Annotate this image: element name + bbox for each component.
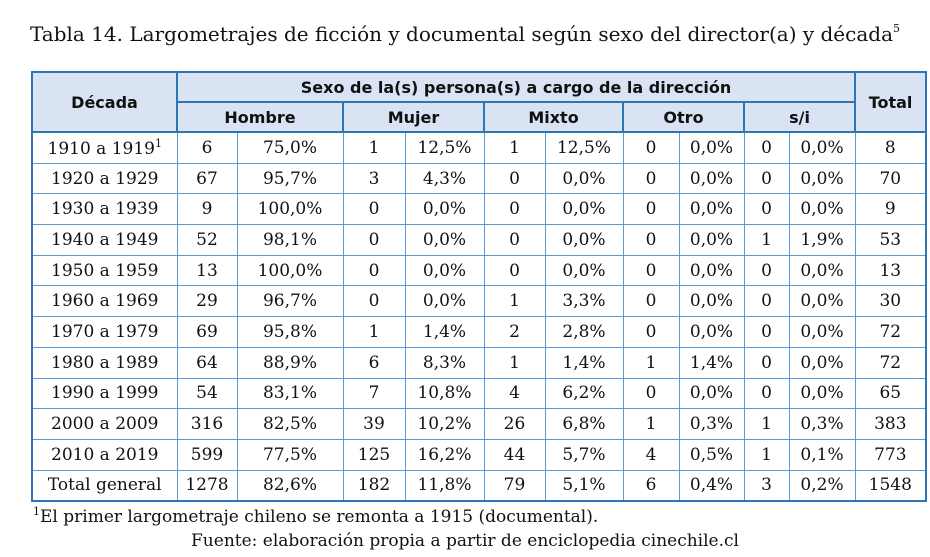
table-body (32, 132, 926, 501)
header-category: Mixto (484, 102, 623, 132)
data-table (31, 71, 927, 502)
percent-cell: 0,0% (679, 225, 744, 256)
count-cell: 4 (623, 439, 679, 470)
header-category: Mujer (343, 102, 484, 132)
table-title (0, 22, 930, 46)
total-cell: 773 (855, 439, 926, 470)
percent-cell: 1,4% (545, 347, 623, 378)
percent-cell: 77,5% (237, 439, 343, 470)
decade-label: 1960 a 1969 (51, 291, 159, 312)
table-row (32, 286, 926, 317)
count-cell: 3 (744, 470, 789, 501)
count-cell: 6 (177, 132, 237, 163)
percent-cell: 5,7% (545, 439, 623, 470)
percent-cell: 0,0% (789, 378, 855, 409)
header-row-group (32, 72, 926, 102)
count-cell: 1 (484, 286, 545, 317)
total-cell: 30 (855, 286, 926, 317)
footnote-text: El primer largometraje chileno se remonta a 1915 (documental). (40, 507, 599, 527)
percent-cell: 0,0% (405, 286, 484, 317)
decade-label: 2010 a 2019 (51, 444, 159, 465)
percent-cell: 98,1% (237, 225, 343, 256)
percent-cell: 11,8% (405, 470, 484, 501)
count-cell: 125 (343, 439, 405, 470)
decade-label: Total general (47, 475, 162, 496)
table-row (32, 378, 926, 409)
percent-cell: 6,8% (545, 409, 623, 440)
count-cell: 0 (484, 163, 545, 194)
percent-cell: 0,0% (405, 255, 484, 286)
count-cell: 0 (623, 132, 679, 163)
count-cell: 0 (343, 286, 405, 317)
count-cell: 4 (484, 378, 545, 409)
percent-cell: 0,0% (789, 286, 855, 317)
percent-cell: 0,0% (679, 317, 744, 348)
percent-cell: 5,1% (545, 470, 623, 501)
decade-cell (32, 163, 177, 194)
table-row (32, 317, 926, 348)
count-cell: 0 (744, 317, 789, 348)
count-cell: 9 (177, 194, 237, 225)
total-cell: 72 (855, 347, 926, 378)
percent-cell: 4,3% (405, 163, 484, 194)
total-cell: 1548 (855, 470, 926, 501)
decade-label: 2000 a 2009 (51, 414, 159, 435)
percent-cell: 0,0% (679, 132, 744, 163)
count-cell: 0 (623, 255, 679, 286)
percent-cell: 100,0% (237, 194, 343, 225)
count-cell: 0 (744, 163, 789, 194)
percent-cell: 0,4% (679, 470, 744, 501)
percent-cell: 0,1% (789, 439, 855, 470)
total-cell: 383 (855, 409, 926, 440)
table-row (32, 409, 926, 440)
percent-cell: 0,0% (679, 163, 744, 194)
count-cell: 64 (177, 347, 237, 378)
percent-cell: 0,0% (405, 225, 484, 256)
percent-cell: 88,9% (237, 347, 343, 378)
percent-cell: 6,2% (545, 378, 623, 409)
count-cell: 1 (484, 347, 545, 378)
count-cell: 3 (343, 163, 405, 194)
count-cell: 54 (177, 378, 237, 409)
decade-footnote-marker: 1 (154, 136, 162, 150)
count-cell: 0 (484, 225, 545, 256)
table-row (32, 470, 926, 501)
count-cell: 0 (744, 286, 789, 317)
percent-cell: 10,8% (405, 378, 484, 409)
percent-cell: 95,7% (237, 163, 343, 194)
percent-cell: 12,5% (405, 132, 484, 163)
count-cell: 6 (623, 470, 679, 501)
header-category: Otro (623, 102, 744, 132)
decade-cell (32, 378, 177, 409)
table-row (32, 439, 926, 470)
total-cell: 72 (855, 317, 926, 348)
percent-cell: 0,0% (789, 347, 855, 378)
percent-cell: 0,0% (789, 132, 855, 163)
count-cell: 0 (744, 378, 789, 409)
count-cell: 1 (744, 225, 789, 256)
count-cell: 26 (484, 409, 545, 440)
count-cell: 0 (484, 194, 545, 225)
header-decade: Década (32, 72, 177, 132)
count-cell: 79 (484, 470, 545, 501)
count-cell: 1 (623, 347, 679, 378)
header-group: Sexo de la(s) persona(s) a cargo de la dirección (177, 72, 855, 102)
count-cell: 44 (484, 439, 545, 470)
percent-cell: 0,0% (679, 255, 744, 286)
count-cell: 1278 (177, 470, 237, 501)
percent-cell: 75,0% (237, 132, 343, 163)
title-footnote-marker: 5 (893, 22, 900, 35)
source-line: Fuente: elaboración propia a partir de enciclopedia cinechile.cl (191, 531, 739, 551)
percent-cell: 100,0% (237, 255, 343, 286)
percent-cell: 0,5% (679, 439, 744, 470)
percent-cell: 0,0% (545, 194, 623, 225)
percent-cell: 83,1% (237, 378, 343, 409)
percent-cell: 95,8% (237, 317, 343, 348)
count-cell: 0 (343, 255, 405, 286)
header-category: Hombre (177, 102, 343, 132)
percent-cell: 0,0% (789, 194, 855, 225)
percent-cell: 0,0% (679, 194, 744, 225)
percent-cell: 0,0% (679, 378, 744, 409)
table-row (32, 347, 926, 378)
decade-label: 1940 a 1949 (51, 229, 159, 250)
count-cell: 1 (744, 439, 789, 470)
percent-cell: 96,7% (237, 286, 343, 317)
percent-cell: 8,3% (405, 347, 484, 378)
percent-cell: 12,5% (545, 132, 623, 163)
count-cell: 0 (744, 194, 789, 225)
table-row (32, 255, 926, 286)
count-cell: 599 (177, 439, 237, 470)
decade-label: 1990 a 1999 (51, 383, 159, 404)
count-cell: 0 (623, 225, 679, 256)
count-cell: 0 (484, 255, 545, 286)
total-cell: 53 (855, 225, 926, 256)
footnote (33, 505, 598, 527)
percent-cell: 0,3% (679, 409, 744, 440)
decade-cell (32, 194, 177, 225)
decade-label: 1910 a 1919 (47, 138, 155, 159)
count-cell: 0 (343, 225, 405, 256)
decade-cell (32, 470, 177, 501)
percent-cell: 0,0% (789, 163, 855, 194)
percent-cell: 82,5% (237, 409, 343, 440)
count-cell: 29 (177, 286, 237, 317)
percent-cell: 0,0% (789, 317, 855, 348)
count-cell: 6 (343, 347, 405, 378)
percent-cell: 2,8% (545, 317, 623, 348)
decade-label: 1950 a 1959 (51, 260, 159, 281)
percent-cell: 0,0% (405, 194, 484, 225)
table-row (32, 194, 926, 225)
count-cell: 0 (623, 286, 679, 317)
percent-cell: 16,2% (405, 439, 484, 470)
percent-cell: 0,2% (789, 470, 855, 501)
count-cell: 39 (343, 409, 405, 440)
decade-cell (32, 317, 177, 348)
count-cell: 69 (177, 317, 237, 348)
count-cell: 52 (177, 225, 237, 256)
count-cell: 0 (623, 194, 679, 225)
decade-label: 1970 a 1979 (51, 321, 159, 342)
count-cell: 316 (177, 409, 237, 440)
table-row (32, 163, 926, 194)
percent-cell: 0,0% (545, 163, 623, 194)
count-cell: 13 (177, 255, 237, 286)
count-cell: 0 (623, 163, 679, 194)
total-cell: 65 (855, 378, 926, 409)
count-cell: 0 (343, 194, 405, 225)
percent-cell: 1,9% (789, 225, 855, 256)
table-title-text: Tabla 14. Largometrajes de ficción y documental según sexo del director(a) y década (30, 22, 893, 46)
count-cell: 7 (343, 378, 405, 409)
percent-cell: 3,3% (545, 286, 623, 317)
decade-label: 1980 a 1989 (51, 352, 159, 373)
percent-cell: 1,4% (679, 347, 744, 378)
count-cell: 182 (343, 470, 405, 501)
decade-cell (32, 439, 177, 470)
decade-cell (32, 255, 177, 286)
total-cell: 70 (855, 163, 926, 194)
table-row (32, 225, 926, 256)
decade-cell (32, 409, 177, 440)
decade-label: 1930 a 1939 (51, 199, 159, 220)
decade-cell (32, 347, 177, 378)
total-cell: 8 (855, 132, 926, 163)
total-cell: 9 (855, 194, 926, 225)
percent-cell: 0,0% (545, 225, 623, 256)
decade-cell (32, 132, 177, 163)
count-cell: 1 (343, 132, 405, 163)
percent-cell: 10,2% (405, 409, 484, 440)
count-cell: 2 (484, 317, 545, 348)
percent-cell: 0,0% (545, 255, 623, 286)
count-cell: 0 (623, 378, 679, 409)
percent-cell: 82,6% (237, 470, 343, 501)
decade-cell (32, 286, 177, 317)
count-cell: 0 (623, 317, 679, 348)
count-cell: 0 (744, 132, 789, 163)
percent-cell: 1,4% (405, 317, 484, 348)
count-cell: 67 (177, 163, 237, 194)
count-cell: 1 (623, 409, 679, 440)
count-cell: 0 (744, 347, 789, 378)
count-cell: 1 (744, 409, 789, 440)
total-cell: 13 (855, 255, 926, 286)
percent-cell: 0,0% (679, 286, 744, 317)
header-category: s/i (744, 102, 855, 132)
count-cell: 1 (343, 317, 405, 348)
percent-cell: 0,0% (789, 255, 855, 286)
count-cell: 0 (744, 255, 789, 286)
decade-cell (32, 225, 177, 256)
header-total: Total (855, 72, 926, 132)
decade-label: 1920 a 1929 (51, 168, 159, 189)
count-cell: 1 (484, 132, 545, 163)
footnote-marker: 1 (33, 505, 40, 518)
percent-cell: 0,3% (789, 409, 855, 440)
table-row (32, 132, 926, 163)
